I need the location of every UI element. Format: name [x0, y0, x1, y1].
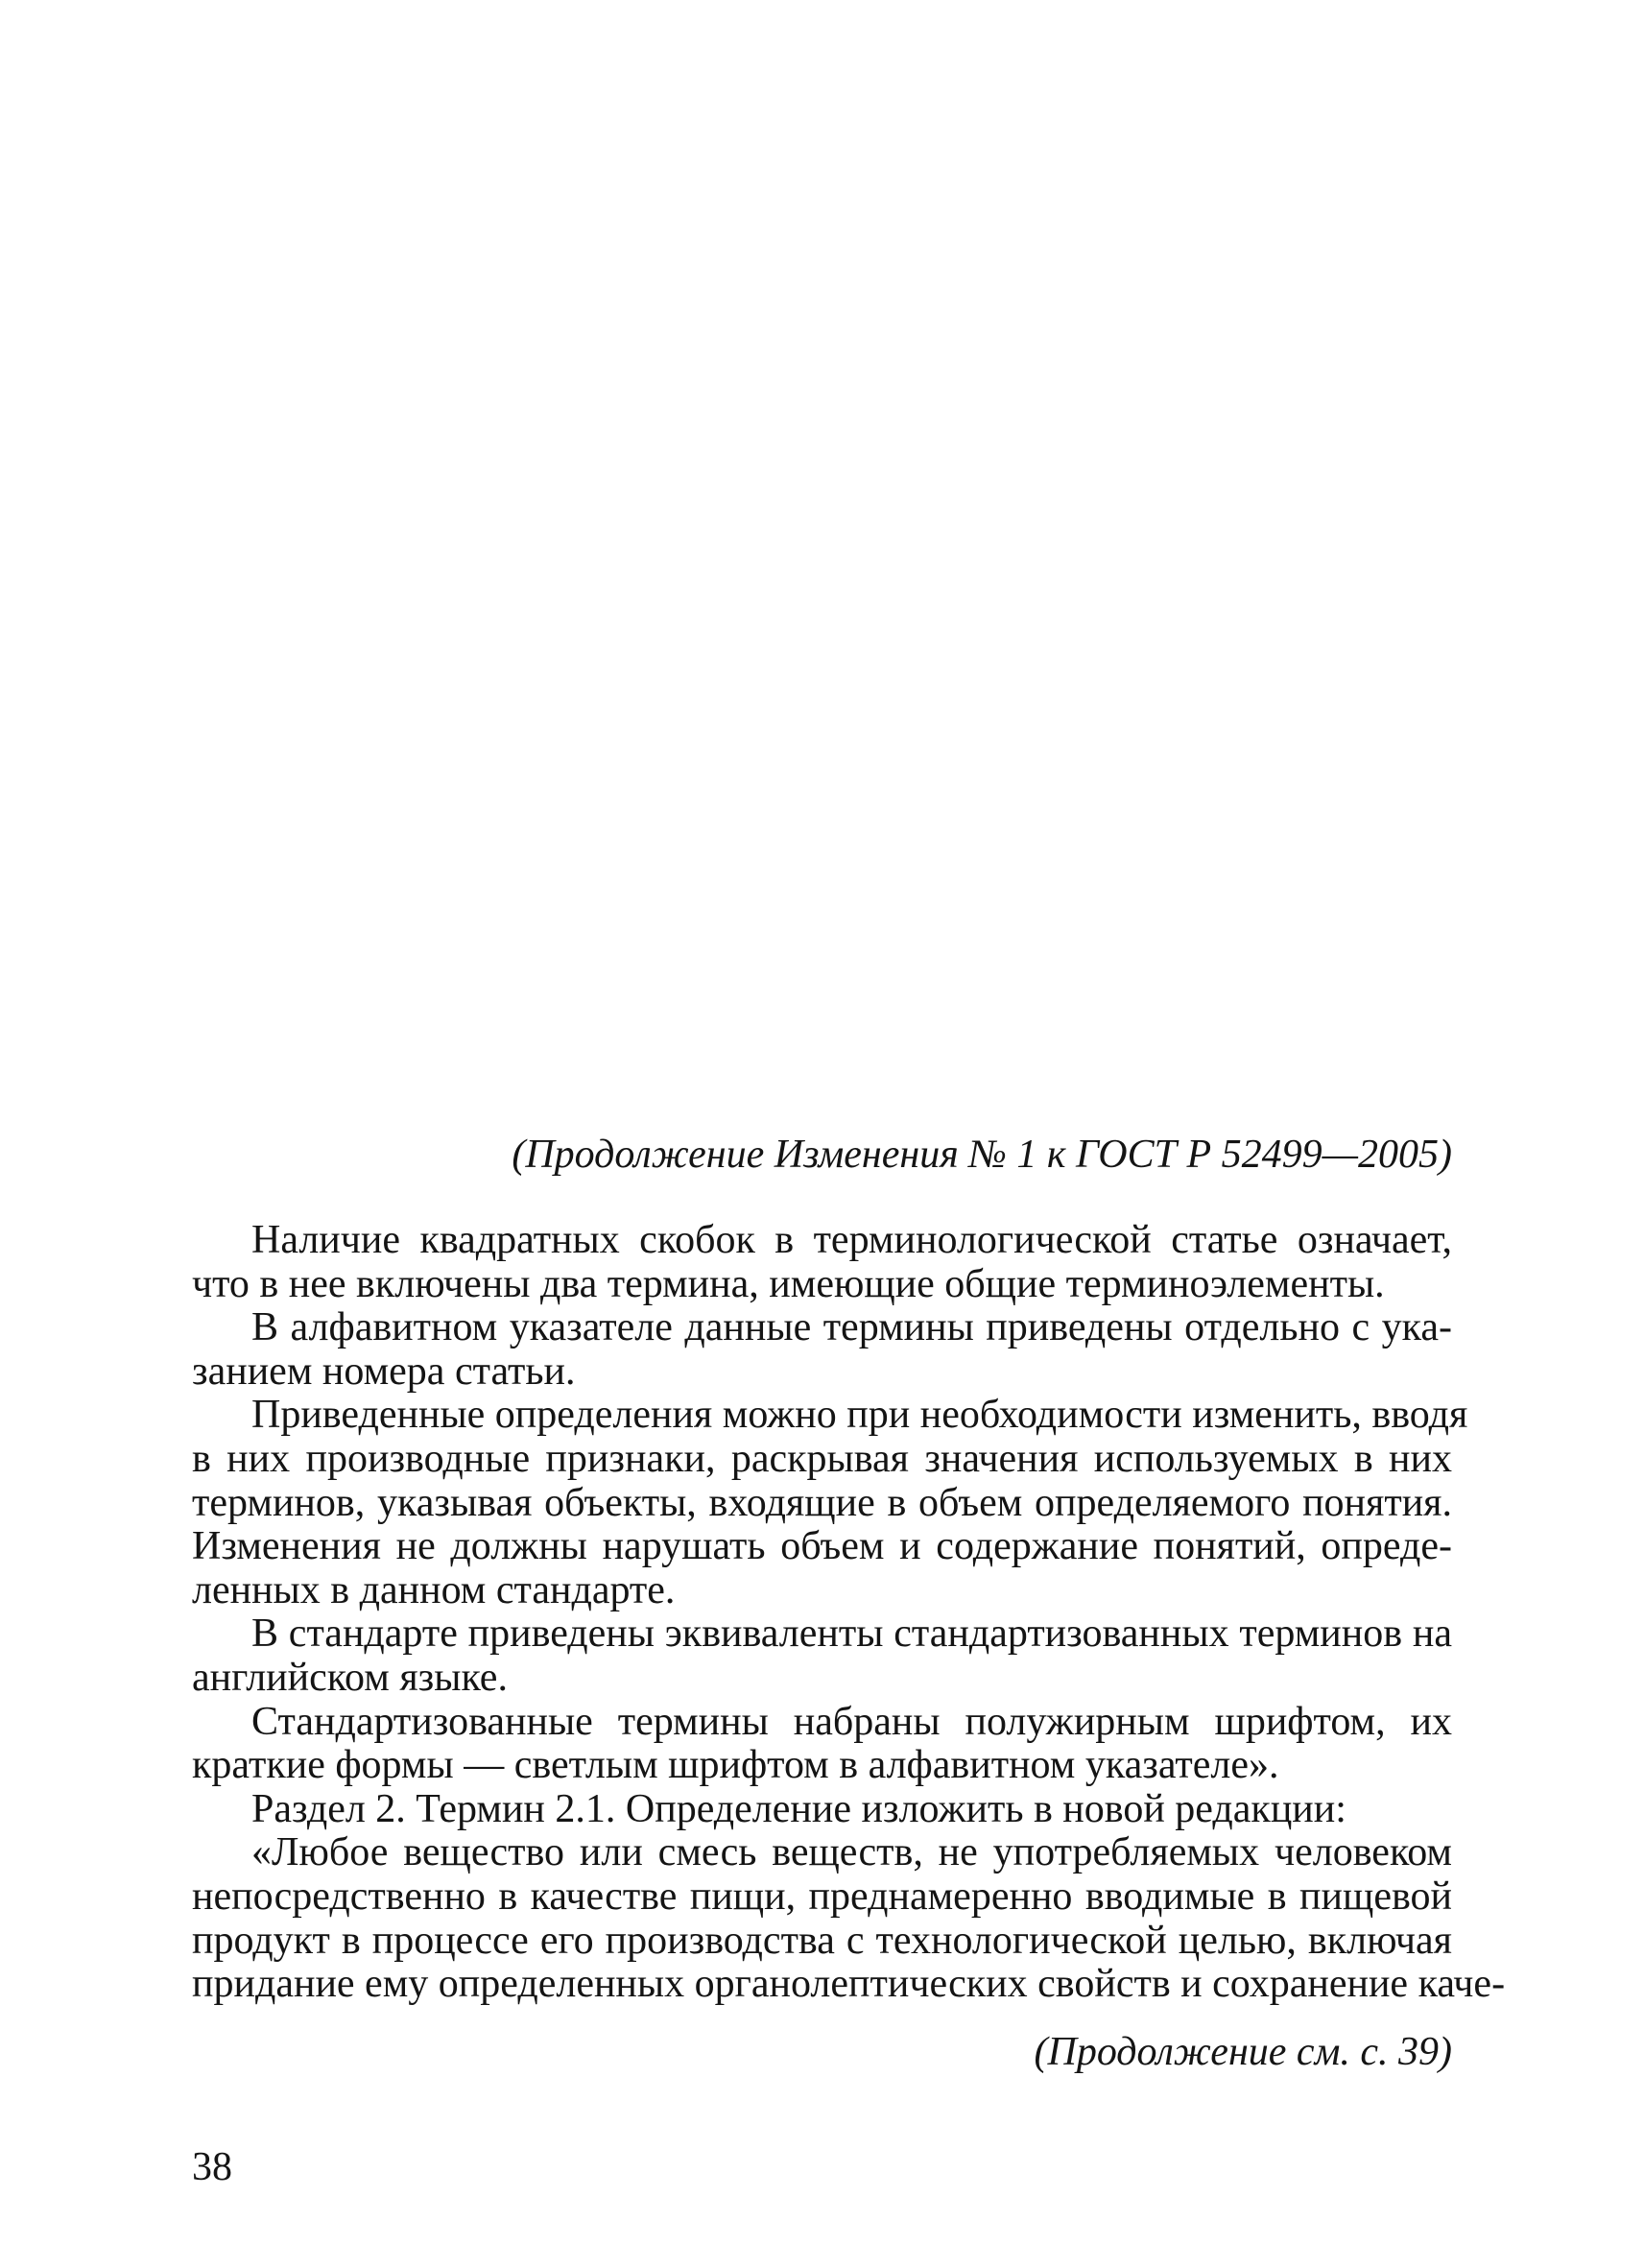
text-line: в них производные признаки, раскрывая значения используемых в них [192, 1436, 1452, 1481]
page-number: 38 [192, 2145, 232, 2189]
paragraph [192, 1612, 1452, 1700]
text-line: продукт в процессе его производства с технологической целью, включая [192, 1918, 1452, 1963]
text-line: Раздел 2. Термин 2.1. Определение изложить в новой редакции: [251, 1786, 1346, 1831]
text-line: Наличие квадратных скобок в терминологической статье означает, [251, 1218, 1452, 1262]
paragraph [192, 1306, 1452, 1394]
paragraph [192, 1830, 1506, 2007]
text-line: что в нее включены два термина, имеющие общие терминоэлементы. [192, 1261, 1385, 1306]
text-line: Приведенные определения можно при необходимости изменить, вводя [251, 1393, 1468, 1438]
text-line: ленных в данном стандарте. [192, 1567, 676, 1612]
text-line: английском языке. [192, 1655, 508, 1700]
continuation-header: (Продолжение Изменения № 1 к ГОСТ Р 52499—2005) [512, 1133, 1452, 1177]
body-text [192, 1218, 1506, 2007]
continued-note: (Продолжение см. с. 39) [1034, 2030, 1452, 2074]
text-line: занием номера статьи. [192, 1349, 576, 1394]
text-line: В стандарте приведены эквиваленты стандартизованных терминов на [251, 1611, 1452, 1657]
text-line: краткие формы — светлым шрифтом в алфавитном указателе». [192, 1743, 1279, 1788]
text-line: Изменения не должны нарушать объем и содержание понятий, опреде- [192, 1524, 1452, 1569]
paragraph [192, 1788, 1452, 1832]
text-line: «Любое вещество или смесь веществ, не употребляемых человеком [251, 1830, 1452, 1875]
text-line: Стандартизованные термины набраны полужирным шрифтом, их [251, 1699, 1452, 1744]
text-line: непосредственно в качестве пищи, преднамеренно вводимые в пищевой [192, 1874, 1452, 1919]
paragraph [192, 1219, 1452, 1306]
paragraph [192, 1701, 1452, 1788]
text-line: В алфавитном указателе данные термины приведены отдельно с ука- [251, 1305, 1452, 1350]
text-line: придание ему определенных органолептических свойств и сохранение каче- [192, 1962, 1506, 2007]
text-line: терминов, указывая объекты, входящие в объем определяемого понятия. [192, 1480, 1452, 1525]
paragraph [192, 1393, 1468, 1612]
